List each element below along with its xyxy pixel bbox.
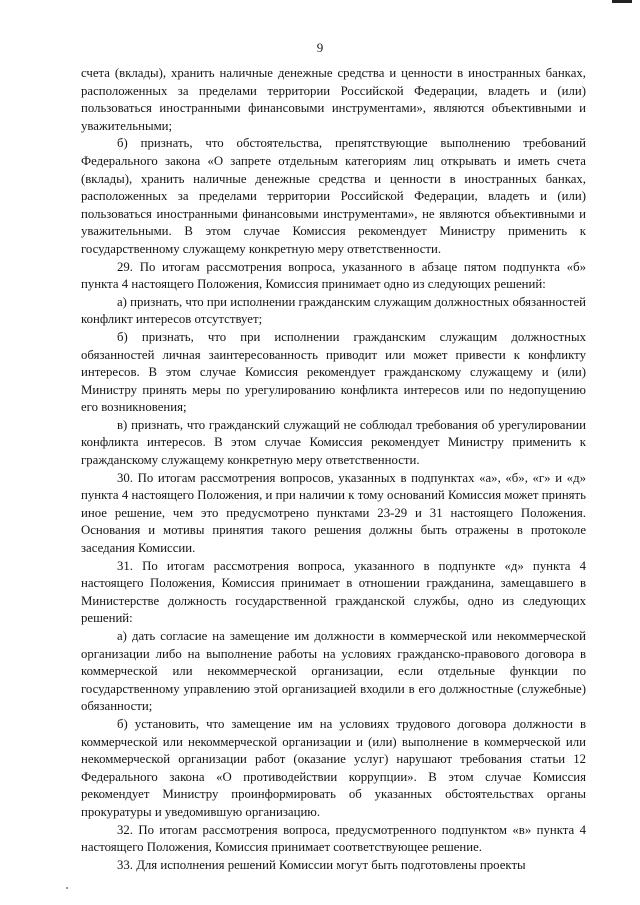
paragraph: б) установить, что замещение им на условиях трудового договора должности в коммерческой или некоммерческой организации и (или) выполнение в коммерческой или некоммерческой организации работ (оказание услуг) нарушают требования статьи 12 Федерального закона «О противодействии коррупции». В этом случае Комиссия рекомендует Министру проинформировать об указанных обстоятельствах органы прокуратуры и уведомившую организацию. — [81, 716, 586, 819]
paragraph: 29. По итогам рассмотрения вопроса, указанного в абзаце пятом подпункта «б» пункта 4 настоящего Положения, Комиссия принимает одно из следующих решений: — [81, 259, 586, 292]
paragraph: 31. По итогам рассмотрения вопроса, указанного в подпункте «д» пункта 4 настоящего Положения, Комиссия принимает в отношении гражданина, замещавшего в Министерстве должность государственной гражданской службы, одно из следующих решений: — [81, 558, 586, 626]
scan-edge-mark — [612, 0, 632, 3]
paragraph: в) признать, что гражданский служащий не соблюдал требования об урегулировании конфликта интересов. В этом случае Комиссия рекомендует Министру применить к гражданскому служащему конкретную меру ответственности. — [81, 417, 586, 468]
page-number: 9 — [316, 40, 324, 55]
paragraph: 32. По итогам рассмотрения вопроса, предусмотренного подпунктом «в» пункта 4 настоящего Положения, Комиссия принимает соответствующее решение. — [81, 822, 586, 855]
paragraph: а) признать, что при исполнении гражданским служащим должностных обязанностей конфликт интересов отсутствует; — [81, 294, 586, 327]
scan-speck — [66, 887, 68, 889]
paragraph: 33. Для исполнения решений Комиссии могут быть подготовлены проекты — [117, 857, 526, 872]
paragraph: б) признать, что обстоятельства, препятствующие выполнению требований Федерального закона «О запрете отдельным категориям лиц открывать и иметь счета (вклады), хранить наличные денежные средства и ценности в иностранных банках, расположенных за пределами территории Российской Федерации, владеть и (или) пользоваться иностранными финансовыми инструментами», не являются объективными и уважительными. В этом случае Комиссия рекомендует Министру применить к государственному служащему конкретную меру ответственности. — [81, 136, 586, 256]
paragraph: а) дать согласие на замещение им должности в коммерческой или некоммерческой организации либо на выполнение работы на условиях гражданско-правового договора в коммерческой или некоммерческой организации, если отдельные функции по государственному управлению этой организацией входили в его должностные (служебные) обязанности; — [81, 629, 586, 714]
body-text — [81, 65, 586, 874]
paragraph: б) признать, что при исполнении гражданским служащим должностных обязанностей личная заинтересованность приводит или может привести к конфликту интересов. В этом случае Комиссия рекомендует гражданскому служащему и (или) Министру принять меры по урегулированию конфликта интересов или по недопущению его возникновения; — [81, 329, 586, 415]
paragraph: 30. По итогам рассмотрения вопросов, указанных в подпунктах «а», «б», «г» и «д» пункта 4 настоящего Положения, и при наличии к тому оснований Комиссия может принять иное решение, чем это предусмотрено пунктами 23-29 и 31 настоящего Положения. Основания и мотивы принятия такого решения должны быть отражены в протоколе заседания Комиссии. — [81, 470, 586, 556]
paragraph: счета (вклады), хранить наличные денежные средства и ценности в иностранных банках, расположенных за пределами территории Российской Федерации, владеть и (или) пользоваться иностранными финансовыми инструментами», являются объективными и уважительными; — [81, 66, 586, 133]
